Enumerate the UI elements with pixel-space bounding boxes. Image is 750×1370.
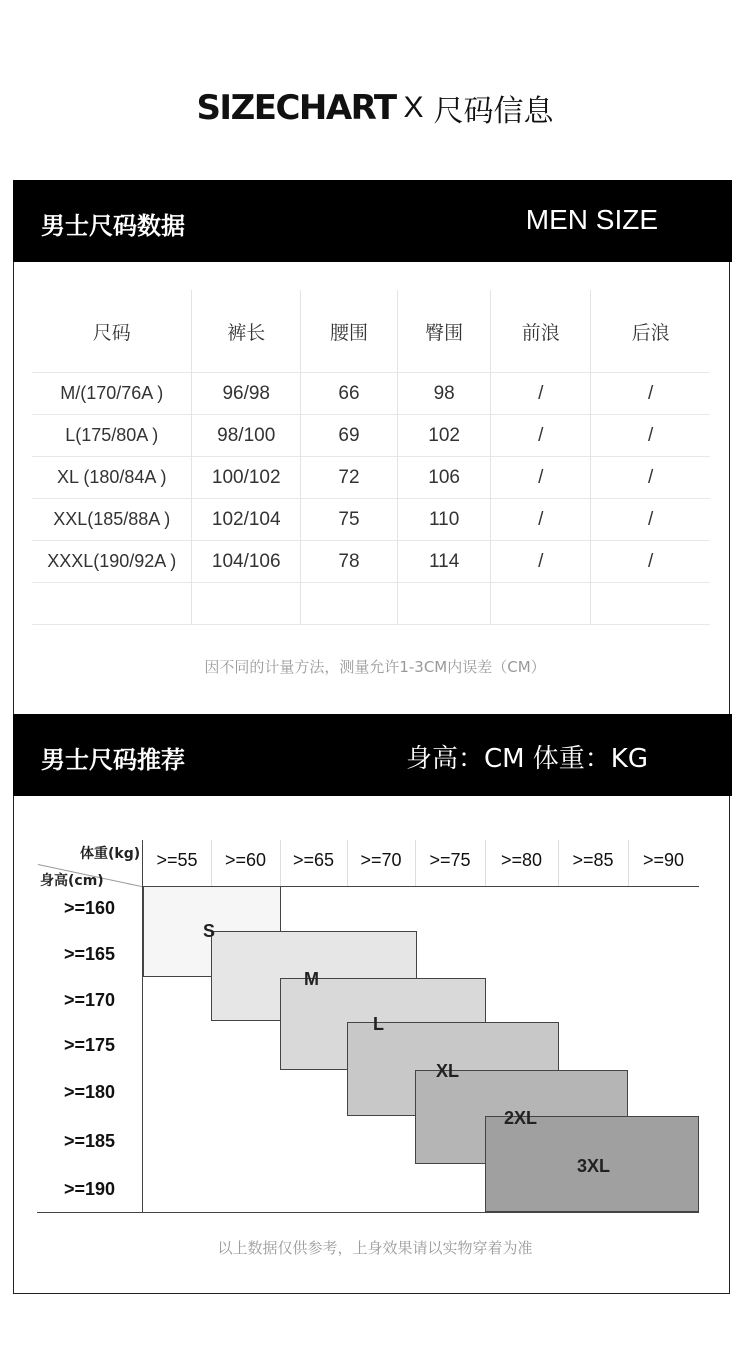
weight-header: >=55 [156, 850, 198, 870]
measure-note: 因不同的计量方法，测量允许1-3CM内误差（CM） [204, 658, 546, 676]
grid-bottom-line [37, 1212, 699, 1213]
table-cell: 69 [300, 415, 397, 457]
table-cell: 102/104 [192, 499, 301, 541]
weight-header-divider [211, 840, 212, 886]
table-cell: 98 [398, 373, 491, 415]
table-cell: 78 [300, 541, 397, 583]
title-x: X [403, 91, 424, 124]
height-header: >=165 [64, 944, 116, 964]
size-block-label: 2XL [504, 1108, 538, 1128]
height-header: >=170 [64, 990, 116, 1010]
table-cell: 96/98 [192, 373, 301, 415]
weight-header-divider [558, 840, 559, 886]
table-cell: / [591, 457, 710, 499]
men-size-band-title: 男士尺码数据 [41, 212, 185, 240]
weight-header: >=65 [292, 850, 335, 870]
height-header: >=190 [64, 1179, 116, 1199]
table-cell: 75 [300, 499, 397, 541]
weight-header-divider [347, 840, 348, 886]
size-block-label: 3XL [577, 1156, 611, 1176]
table-cell: / [491, 373, 591, 415]
weight-header: >=85 [572, 850, 614, 870]
height-header: >=175 [64, 1035, 116, 1055]
table-cell: XL (180/84A ) [32, 457, 192, 499]
height-header: >=180 [64, 1082, 116, 1102]
table-cell: M/(170/76A ) [32, 373, 192, 415]
col-header: 臀围 [398, 290, 491, 373]
table-cell: 100/102 [192, 457, 301, 499]
table-cell: / [491, 415, 591, 457]
height-axis-line [142, 840, 143, 1212]
table-cell: / [591, 499, 710, 541]
corner-weight-label: 体重(kg) [80, 846, 141, 862]
reference-note: 以上数据仅供参考，上身效果请以实物穿着为准 [217, 1239, 533, 1257]
table-cell: / [491, 499, 591, 541]
table-cell: XXXL(190/92A ) [32, 541, 192, 583]
table-cell: 102 [398, 415, 491, 457]
size-block-label: M [304, 969, 319, 989]
title-en: SIZECHART [196, 88, 396, 128]
table-cell: XXL(185/88A ) [32, 499, 192, 541]
weight-axis-line [143, 886, 699, 887]
col-header: 尺码 [92, 321, 131, 344]
size-block-label: S [203, 921, 216, 941]
weight-header-divider [415, 840, 416, 886]
recommend-band-title: 男士尺码推荐 [41, 746, 185, 774]
table-cell: 110 [398, 499, 491, 541]
title-cn: 尺码信息 [433, 94, 554, 129]
table-cell: / [591, 541, 710, 583]
col-header: 腰围 [300, 290, 397, 373]
weight-header-divider [280, 840, 281, 886]
height-header: >=160 [64, 898, 116, 918]
weight-header: >=80 [500, 850, 543, 870]
recommend-band-subtitle: 身高：CM 体重：KG [405, 744, 648, 774]
table-cell: / [491, 457, 591, 499]
col-header: 裤长 [192, 290, 301, 373]
table-cell: / [591, 373, 710, 415]
col-header: 后浪 [591, 290, 710, 373]
weight-header-divider [485, 840, 486, 886]
table-cell: 72 [300, 457, 397, 499]
table-cell: 104/106 [192, 541, 301, 583]
weight-header: >=60 [224, 850, 267, 870]
table-cell: 98/100 [192, 415, 301, 457]
weight-header: >=75 [429, 850, 471, 870]
weight-header: >=90 [642, 850, 685, 870]
table-cell: 106 [398, 457, 491, 499]
corner-height-label: 身高(cm) [40, 873, 104, 889]
size-block-label: XL [436, 1061, 460, 1081]
table-cell: 66 [300, 373, 397, 415]
weight-header-divider [628, 840, 629, 886]
table-cell: 114 [398, 541, 491, 583]
size-block-label: L [373, 1014, 384, 1034]
table-cell: / [591, 415, 710, 457]
height-header: >=185 [64, 1131, 116, 1151]
col-header: 前浪 [491, 290, 591, 373]
table-cell: L(175/80A ) [32, 415, 192, 457]
table-cell: / [491, 541, 591, 583]
weight-header: >=70 [360, 850, 402, 870]
men-size-band-subtitle: MEN SIZE [525, 204, 658, 235]
